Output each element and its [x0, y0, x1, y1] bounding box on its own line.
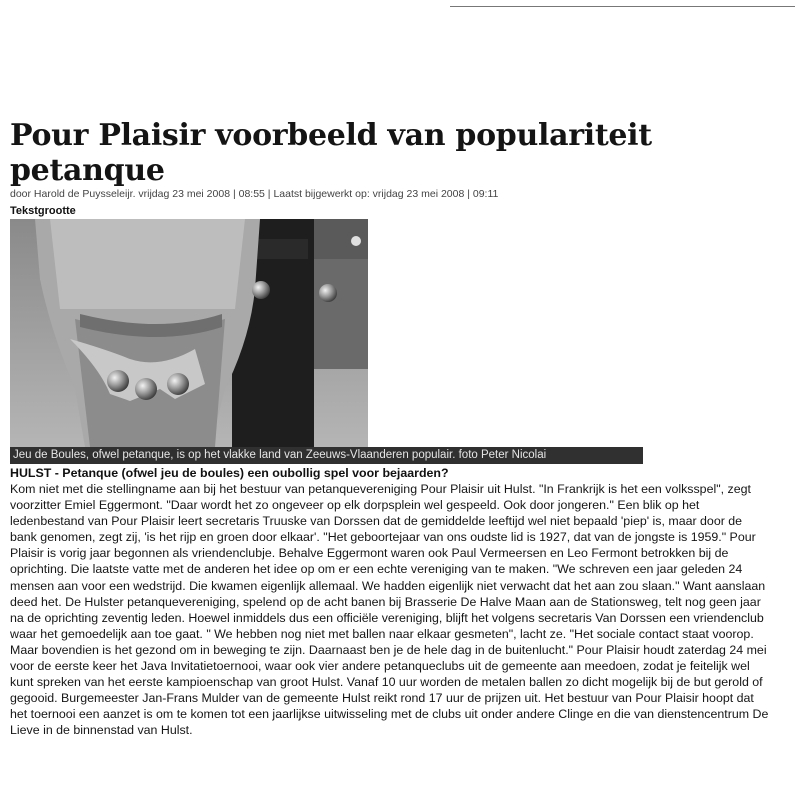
article-photo	[10, 219, 368, 447]
text-size-link[interactable]: Tekstgrootte	[10, 205, 76, 217]
article-byline: door Harold de Puysseleijr. vrijdag 23 mei 2008 | 08:55 | Laatst bijgewerkt op: vrijdag 23 mei 2008 | 09:11	[10, 188, 499, 200]
article-body: Kom niet met die stellingname aan bij het bestuur van petanquevereniging Pour Plaisir uit Hulst. "In Frankrijk is het een volksspel", zegt voorzitter Emiel Eggermont. "Daar wordt het zo ongeveer op elk dorpsplein wel gespeeld. Ook door jongeren." Een blik op het ledenbestand van Pour Plaisir leert secretaris Truuske van Dorssen dat de gemiddelde leeftijd wel niet bepaald 'piep' is, maar door de bank genomen, zegt zij, 'is het rijp en groen door elkaar'. "Het geboortejaar van ons oudste lid is 1927, dat van de jongste is 1959." Pour Plaisir is vorig jaar begonnen als vriendenclubje. Behalve Eggermont waren ook Paul Vermeersen en Leo Fermont betrokken bij de oprichting. Die laatste vatte met de anderen het idee op om er een echte vereniging van te maken. "We schreven een jaar geleden 24 mensen aan voor een wedstrijd. Die kwamen eigenlijk allemaal. We hadden eigenlijk niet verwacht dat het aan zou slaan." Want aanslaan deed het. De Hulster petanquevereniging, spelend op de acht banen bij Brasserie De Halve Maan aan de Stationsweg, telt nog geen jaar na de oprichting zeventig leden. Hoewel inmiddels dus een officiële vereniging, blijft het volgens secretaris Van Dorssen een vriendenclub waar het gemoedelijk aan toe gaat. " We hebben nog niet met ballen naar elkaar gesmeten", lacht ze. "Het sociale contact staat voorop. Maar bovendien is het gezond om in beweging te zijn. Daarnaast ben je de hele dag in de buitenlucht." Pour Plaisir houdt zaterdag 24 mei voor de eerste keer het Java Invitatietoernooi, waar ook vier andere petanqueclubs uit de gemeente aan meedoen, zodat je feitelijk wel kunt spreken van het eerste kampioenschap van groot Hulst. Vanaf 10 uur worden de metalen ballen zo dicht mogelijk bij de but gerold of gegooid. Burgemeester Jan-Frans Mulder van de gemeente Hulst reikt rond 17 uur de prijzen uit. Het bestuur van Pour Plaisir hoopt dat het toernooi een aanzet is om te komen tot een jaarlijkse uitwisseling met de clubs uit onder andere Clinge en die van dienstencentrum De Lieve in de binnenstad van Hulst.	[10, 482, 769, 738]
top-divider	[450, 6, 795, 7]
article-lead: HULST - Petanque (ofwel jeu de boules) een oubollig spel voor bejaarden?	[10, 466, 449, 480]
petanque-players-image	[10, 219, 368, 447]
article-headline: Pour Plaisir voorbeeld van populariteit petanque	[10, 118, 652, 188]
photo-caption: Jeu de Boules, ofwel petanque, is op het vlakke land van Zeeuws-Vlaanderen populair. foto Peter Nicolai	[10, 447, 643, 464]
